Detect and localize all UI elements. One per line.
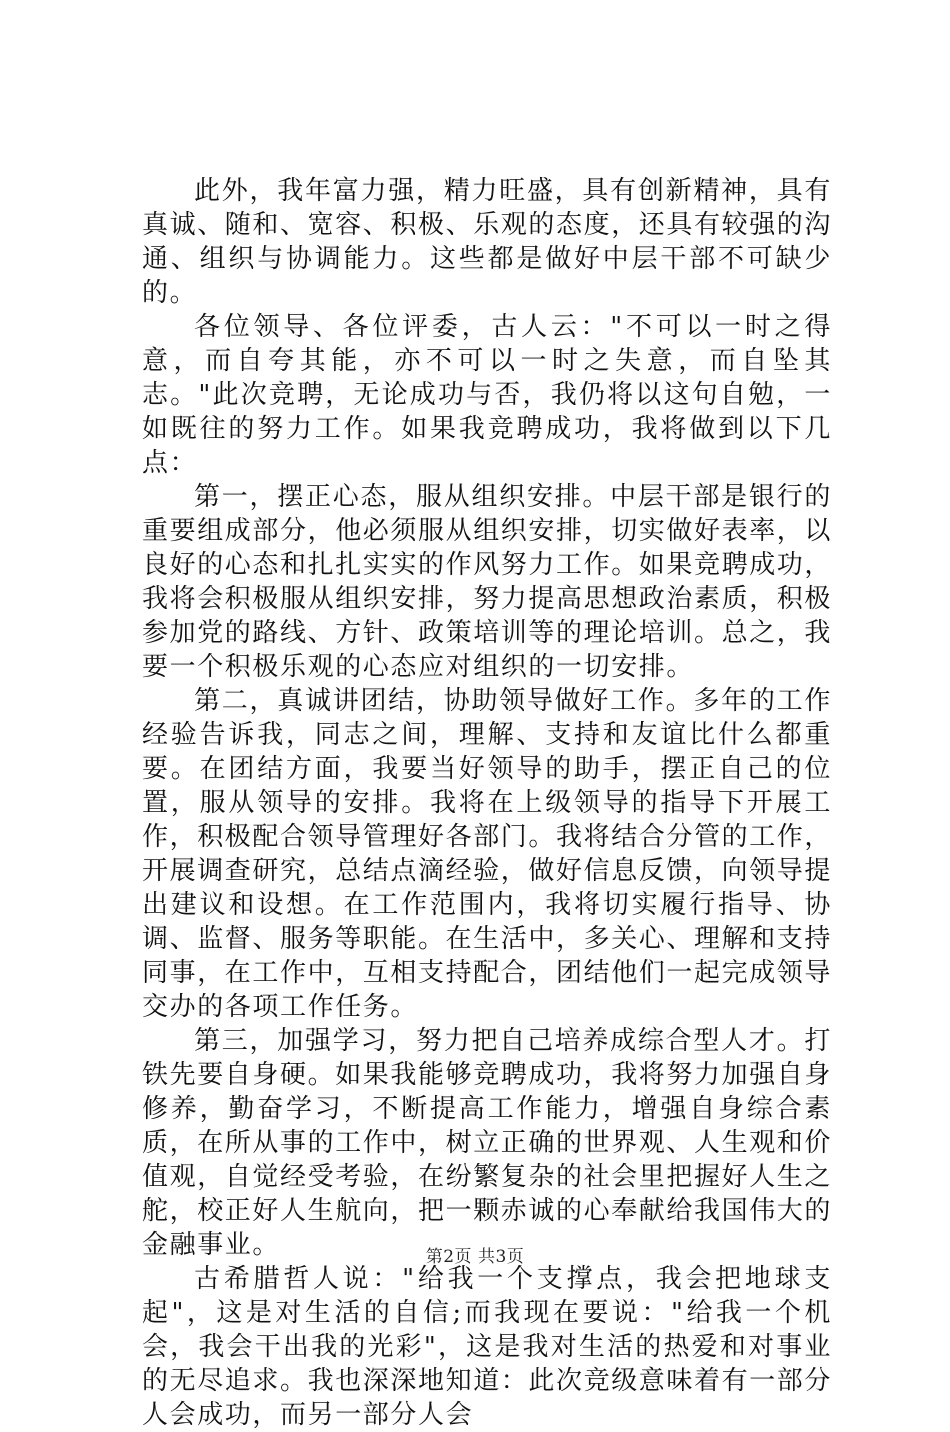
paragraph-6: 古希腊哲人说："给我一个支撑点，我会把地球支起"，这是对生活的自信;而我现在要说："给我一个机会，我会干出我的光彩"，这是我对生活的热爱和对事业的无尽追求。我也深深地知道：此次竞级意味着有一部分人会成功，而另一部分人会 [142, 1264, 833, 1430]
paragraph-4: 第二，真诚讲团结，协助领导做好工作。多年的工作经验告诉我，同志之间，理解、支持和友谊比什么都重要。在团结方面，我要当好领导的助手，摆正自己的位置，服从领导的安排。我将在上级领导的指导下开展工作，积极配合领导管理好各部门。我将结合分管的工作，开展调查研究，总结点滴经验，做好信息反馈，向领导提出建议和设想。在工作范围内，我将切实履行指导、协调、监督、服务等职能。在生活中，多关心、理解和支持同事，在工作中，互相支持配合，团结他们一起完成领导交办的各项工作任务。 [142, 686, 833, 1022]
page-footer: 第2页 共3页 [425, 1247, 525, 1267]
paragraph-2: 各位领导、各位评委，古人云："不可以一时之得意，而自夸其能，亦不可以一时之失意，而自坠其志。"此次竞聘，无论成功与否，我仍将以这句自勉，一如既往的努力工作。如果我竞聘成功，我将做到以下几点： [142, 312, 832, 478]
paragraph-1: 此外，我年富力强，精力旺盛，具有创新精神，具有真诚、随和、宽容、积极、乐观的态度，还具有较强的沟通、组织与协调能力。这些都是做好中层干部不可缺少的。 [142, 176, 833, 308]
paragraph-5: 第三，加强学习，努力把自己培养成综合型人才。打铁先要自身硬。如果我能够竞聘成功，我将努力加强自身修养，勤奋学习，不断提高工作能力，增强自身综合素质，在所从事的工作中，树立正确的世界观、人生观和价值观，自觉经受考验，在纷繁复杂的社会里把握好人生之舵，校正好人生航向，把一颗赤诚的心奉献给我国伟大的金融事业。 [142, 1026, 833, 1260]
paragraph-3: 第一，摆正心态，服从组织安排。中层干部是银行的重要组成部分，他必须服从组织安排，切实做好表率，以良好的心态和扎扎实实的作风努力工作。如果竞聘成功，我将会积极服从组织安排，努力提高思想政治素质，积极参加党的路线、方针、政策培训等的理论培训。总之，我要一个积极乐观的心态应对组织的一切安排。 [142, 482, 833, 682]
